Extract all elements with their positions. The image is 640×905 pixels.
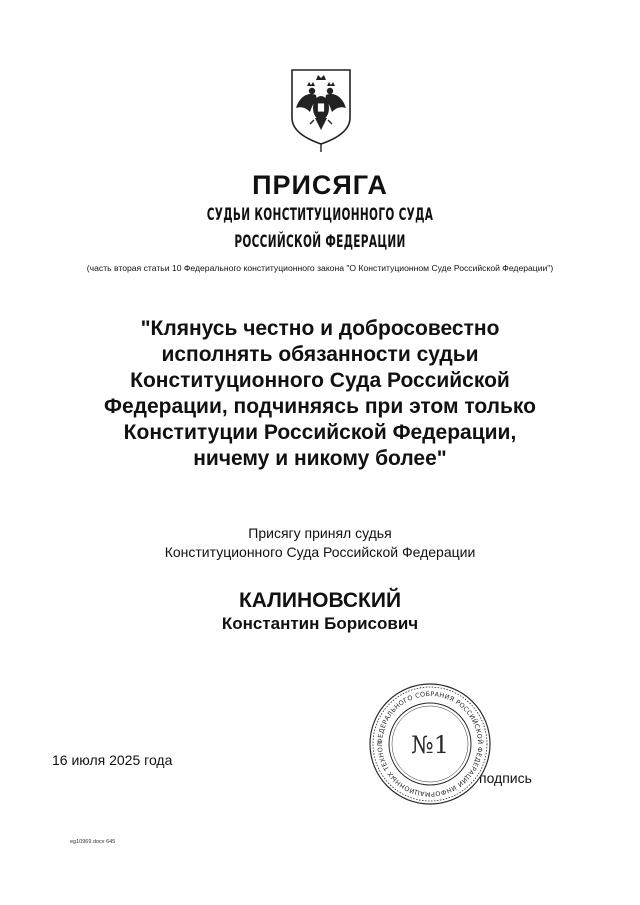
- official-seal: [368, 682, 492, 806]
- seal-circular-text: ФЕДЕРАЛЬНОГО СОБРАНИЯ РОССИЙСКОЙ ФЕДЕРАЦИИ ИНФОРМАЦИОННЫХ ТЕХНОЛ: [375, 689, 485, 799]
- oath-line: "Клянусь честно и добросовестно: [140, 317, 500, 340]
- subtitle-line-2: РОССИЙСКОЙ ФЕДЕРАЦИИ: [234, 232, 406, 252]
- oath-line: Федерации, подчиняясь при этом только: [104, 395, 536, 418]
- oath-line: ничему и никому более": [193, 447, 447, 470]
- russian-coat-of-arms-icon: [288, 66, 354, 154]
- acceptance-statement: [0, 524, 640, 562]
- oath-line: Конституционного Суда Российской: [130, 369, 510, 392]
- acceptance-line-2: Конституционного Суда Российской Федерации: [164, 544, 476, 560]
- signature-label: подпись: [479, 770, 532, 786]
- oath-line: исполнять обязанности судьи: [161, 343, 479, 366]
- judge-given-names: Константин Борисович: [221, 614, 419, 633]
- legal-reference-note: (часть вторая статьи 10 Федерального конституционного закона "О Конституционном Суде Российской Федерации"): [86, 263, 554, 273]
- signing-date: 16 июля 2025 года: [52, 752, 173, 768]
- acceptance-line-1: Присягу принял судья: [248, 525, 392, 541]
- file-reference: eg10969.docx 645: [70, 839, 116, 845]
- page-title: ПРИСЯГА: [252, 170, 388, 200]
- seal-number: №1: [411, 731, 449, 759]
- judge-surname: КАЛИНОВСКИЙ: [238, 589, 402, 612]
- oath-text: [0, 316, 640, 472]
- oath-line: Конституции Российской Федерации,: [123, 421, 517, 444]
- subtitle-line-1: СУДЬИ КОНСТИТУЦИОННОГО СУДА: [206, 205, 434, 225]
